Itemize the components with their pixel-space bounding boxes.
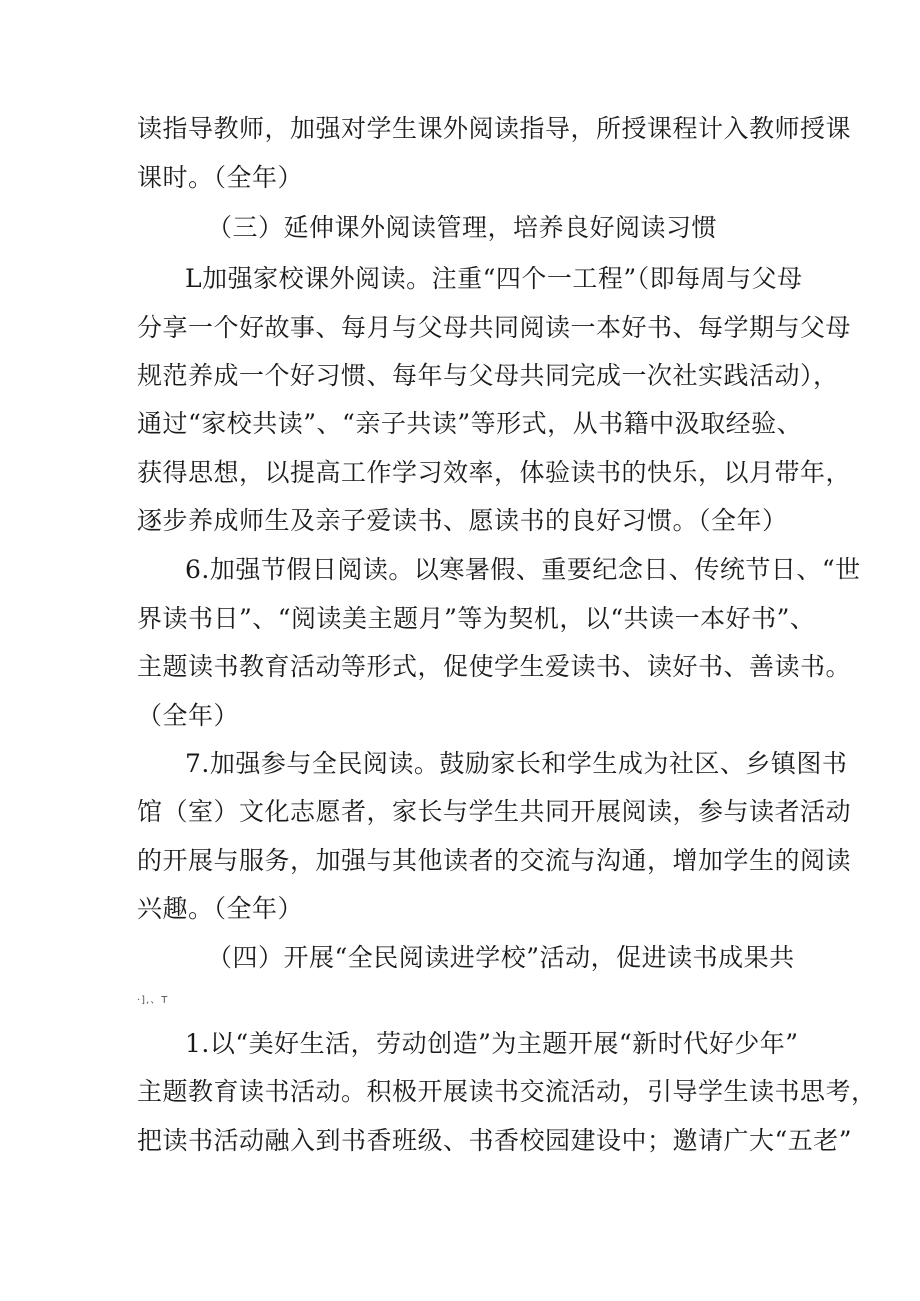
scan-artifact-text: ·],、T — [137, 995, 169, 1006]
body-line-15: 馆（室）文化志愿者，家长与学生共同开展阅读，参与读者活动 — [137, 797, 852, 826]
paragraph-1-start: 1.以“美好生活，劳动创造”为主题开展“新时代好少年” — [185, 1029, 799, 1058]
body-line-11: 界读书日”、“阅读美主题月”等为契机，以“共读一本好书”、 — [137, 604, 816, 633]
body-line-16: 的开展与服务，加强与其他读者的交流与沟通，增加学生的阅读 — [137, 846, 852, 875]
body-line-17: 兴趣。（全年） — [137, 894, 304, 923]
body-line-20: 主题教育读书活动。积极开展读书交流活动，引导学生读书思考， — [137, 1077, 877, 1106]
paragraph-6-start: 6.加强节假日阅读。以寒暑假、重要纪念日、传统节日、“世 — [185, 555, 861, 584]
section-heading-4: （四）开展“全民阅读进学校”活动，促进读书成果共 — [207, 943, 795, 972]
body-line-2: 课时。（全年） — [137, 163, 304, 192]
body-line-6: 规范养成一个好习惯、每年与父母共同完成一次社实践活动）， — [137, 361, 839, 390]
body-line-21: 把读书活动融入到书香班级、书香校园建设中；邀请广大“五老” — [137, 1126, 853, 1155]
body-line-12: 主题读书教育活动等形式，促使学生爱读书、读好书、善读书。 — [137, 652, 852, 681]
body-line-8: 获得思想，以提高工作学习效率，体验读书的快乐，以月带年， — [137, 458, 852, 487]
body-line-1: 读指导教师，加强对学生课外阅读指导，所授课程计入教师授课 — [137, 114, 852, 143]
body-line-5: 分享一个好故事、每月与父母共同阅读一本好书、每学期与父母 — [137, 313, 852, 342]
paragraph-5-start: L加强家校课外阅读。注重“四个一工程”（即每周与父母 — [185, 264, 803, 293]
paragraph-7-start: 7.加强参与全民阅读。鼓励家长和学生成为社区、乡镇图书 — [185, 749, 848, 778]
section-heading-3: （三）延伸课外阅读管理，培养良好阅读习惯 — [207, 213, 718, 242]
body-line-13: （全年） — [137, 701, 240, 730]
body-line-7: 通过“家校共读”、“亲子共读”等形式，从书籍中汲取经验、 — [137, 409, 803, 438]
body-line-9: 逐步养成师生及亲子爱读书、愿读书的良好习惯。（全年） — [137, 506, 788, 535]
